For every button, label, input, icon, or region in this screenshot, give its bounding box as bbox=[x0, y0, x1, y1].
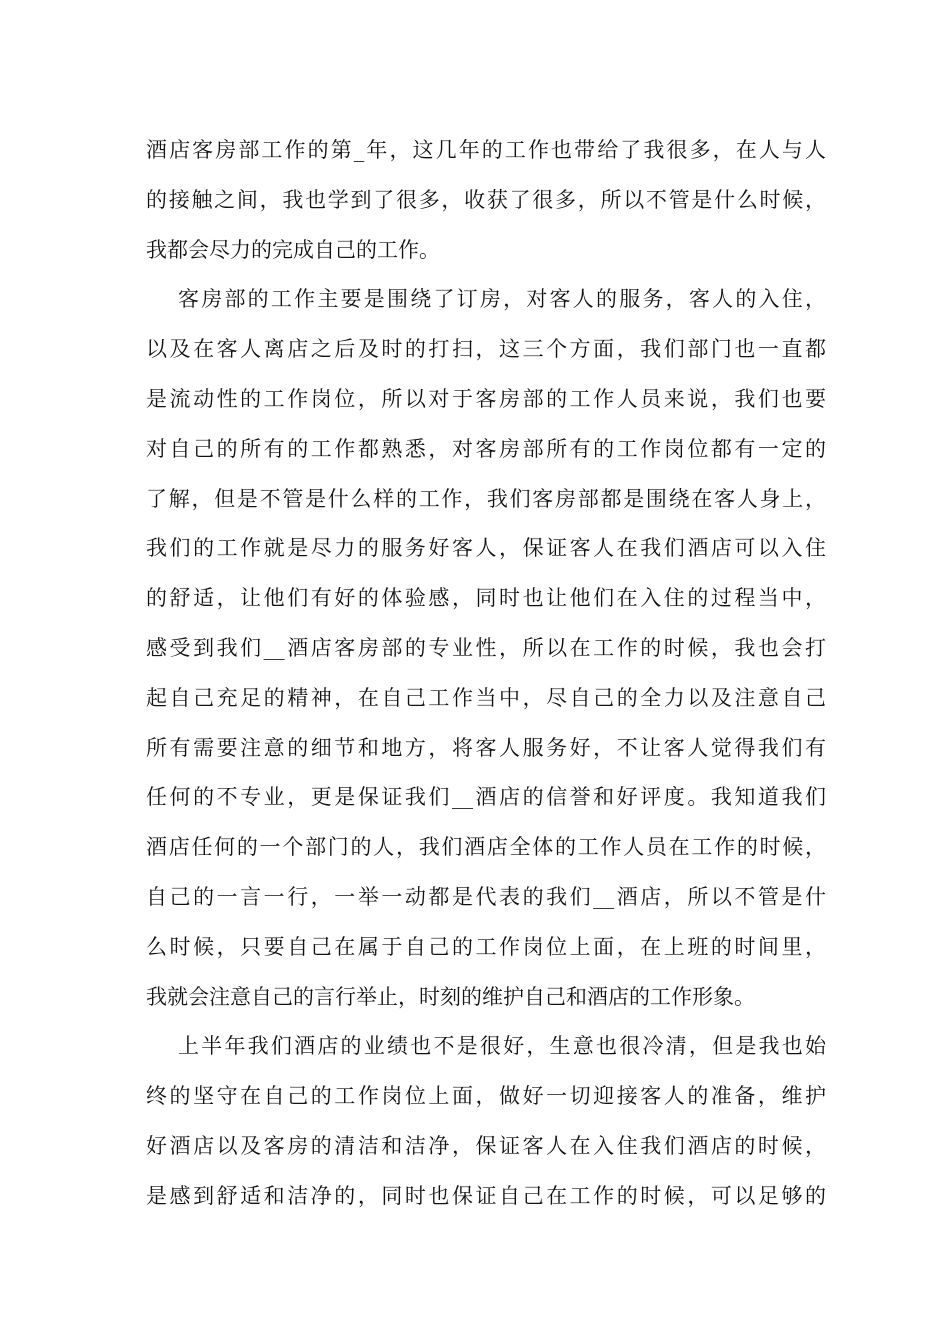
text-line: 酒店任何的一个部门的人，我们酒店全体的工作人员在工作的时候， bbox=[146, 835, 826, 860]
text-line: 了解，但是不管是什么样的工作，我们客房部都是围绕在客人身上， bbox=[146, 486, 826, 511]
text-line: 我就会注意自己的言行举止，时刻的维护自己和酒店的工作形象。 bbox=[146, 984, 755, 1009]
text-line: 是感到舒适和洁净的，同时也保证自己在工作的时候，可以足够的 bbox=[146, 1183, 826, 1208]
text-line: 终的坚守在自己的工作岗位上面，做好一切迎接客人的准备，维护 bbox=[146, 1084, 826, 1109]
text-line: 任何的不专业，更是保证我们__酒店的信誉和好评度。我知道我们 bbox=[146, 785, 826, 810]
text-line: 所有需要注意的细节和地方，将客人服务好，不让客人觉得我们有 bbox=[146, 735, 826, 760]
text-line: 起自己充足的精神，在自己工作当中，尽自己的全力以及注意自己 bbox=[146, 685, 826, 710]
text-line: 客房部的工作主要是围绕了订房，对客人的服务，客人的入住， bbox=[178, 287, 826, 312]
text-line: 么时候，只要自己在属于自己的工作岗位上面，在上班的时间里， bbox=[146, 934, 826, 959]
text-line: 以及在客人离店之后及时的打扫，这三个方面，我们部门也一直都 bbox=[146, 337, 826, 362]
text-line: 好酒店以及客房的清洁和洁净，保证客人在入住我们酒店的时候， bbox=[146, 1133, 826, 1158]
text-line: 的舒适，让他们有好的体验感，同时也让他们在入住的过程当中， bbox=[146, 586, 826, 611]
text-line: 上半年我们酒店的业绩也不是很好，生意也很冷清，但是我也始 bbox=[178, 1034, 826, 1059]
document-body bbox=[146, 126, 826, 1222]
text-line: 对自己的所有的工作都熟悉，对客房部所有的工作岗位都有一定的 bbox=[146, 436, 826, 461]
text-line: 是流动性的工作岗位，所以对于客房部的工作人员来说，我们也要 bbox=[146, 386, 826, 411]
text-line: 的接触之间，我也学到了很多，收获了很多，所以不管是什么时候， bbox=[146, 187, 826, 212]
text-line: 酒店客房部工作的第_年，这几年的工作也带给了我很多，在人与人 bbox=[146, 138, 826, 162]
text-line: 自己的一言一行，一举一动都是代表的我们__酒店，所以不管是什 bbox=[146, 884, 826, 909]
text-line: 我们的工作就是尽力的服务好客人，保证客人在我们酒店可以入住 bbox=[146, 536, 826, 561]
text-line: 我都会尽力的完成自己的工作。 bbox=[146, 237, 440, 262]
text-line: 感受到我们__酒店客房部的专业性，所以在工作的时候，我也会打 bbox=[146, 635, 826, 660]
